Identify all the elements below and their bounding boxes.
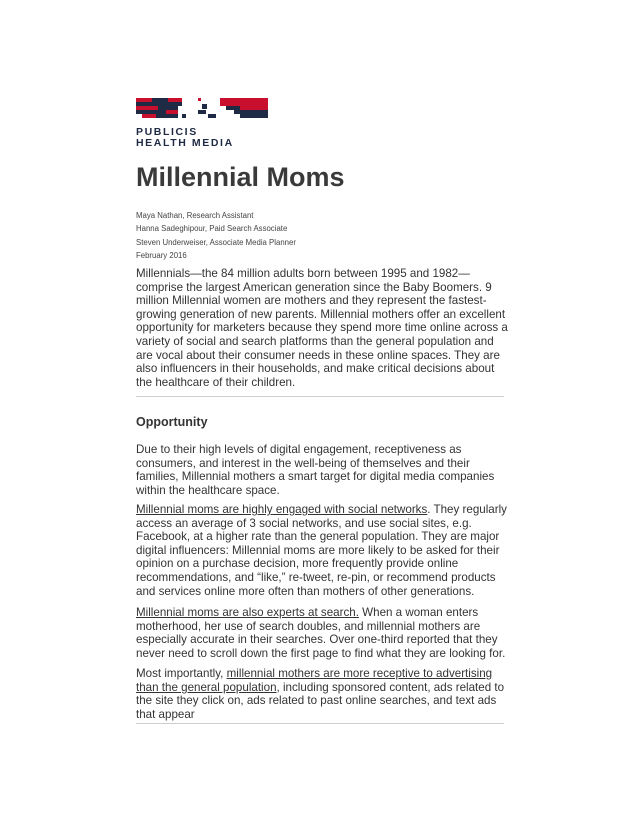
logo-text-line1: PUBLICIS [136,126,198,138]
section-heading-opportunity: Opportunity [136,415,208,429]
advertising-receptive-link[interactable]: millennial mothers are more receptive to advertising than the general population [136,667,493,694]
section-divider [136,723,504,724]
intro-paragraph: Millennials—the 84 million adults born between 1995 and 1982—comprise the largest American generation since the Baby Boomers. 9 million Millennial women are mothers and they represent the fastest-growing generation of new parents. Millennial mothers offer an excellent opportunity for marketers because they spend more time online across a variety of social and search platforms than the general population and are vocal about their consumer needs in these online spaces. They are also influencers in their households, and make critical decisions about the healthcare of their children. [136,267,508,389]
paragraph-text: Most importantly, [136,667,227,680]
publicis-health-media-logo [136,98,276,148]
author-line: Hanna Sadeghipour, Paid Search Associate [136,224,288,234]
paragraph-text: , including sponsored content, ads related to the site they click on, ads related to past online searches, and text ads that appear [136,680,505,721]
document-title: Millennial Moms [136,162,345,192]
logo-text-line2: HEALTH MEDIA [136,137,234,149]
social-networks-link[interactable]: Millennial moms are highly engaged with social networks [136,503,428,516]
opportunity-paragraph-2 [136,503,508,598]
logo-mark-icon [136,98,270,124]
author-line: Maya Nathan, Research Assistant [136,211,254,220]
opportunity-paragraph-4 [136,667,508,721]
section-divider [136,396,504,397]
paragraph-text: When a woman enters motherhood, her use of search doubles, and millennial mothers are especially accurate in their searches. Over one-third reported that they never need to scroll down the first page to find what they are looking for. [136,606,506,660]
search-experts-link[interactable]: Millennial moms are also experts at search. [136,606,359,619]
document-date: February 2016 [136,251,187,261]
author-block [136,209,516,263]
author-line: Steven Underweiser, Associate Media Planner [136,237,296,247]
paragraph-text: . They regularly access an average of 3 social networks, and use social sites, e.g. Facebook, at a higher rate than the general population. They are major digital influencers: Millennial moms are more likely to be asked for their opinion on a purchase decision, more frequently provide online recommendations, and “like,” re-tweet, re-pin, or recommend products and services online more often than mothers of other generations. [136,503,507,598]
opportunity-paragraph-3 [136,606,508,660]
opportunity-paragraph-1: Due to their high levels of digital engagement, receptiveness as consumers, and interest in the well-being of themselves and their families, Millennial mothers a smart target for digital media companies within the healthcare space. [136,443,495,497]
